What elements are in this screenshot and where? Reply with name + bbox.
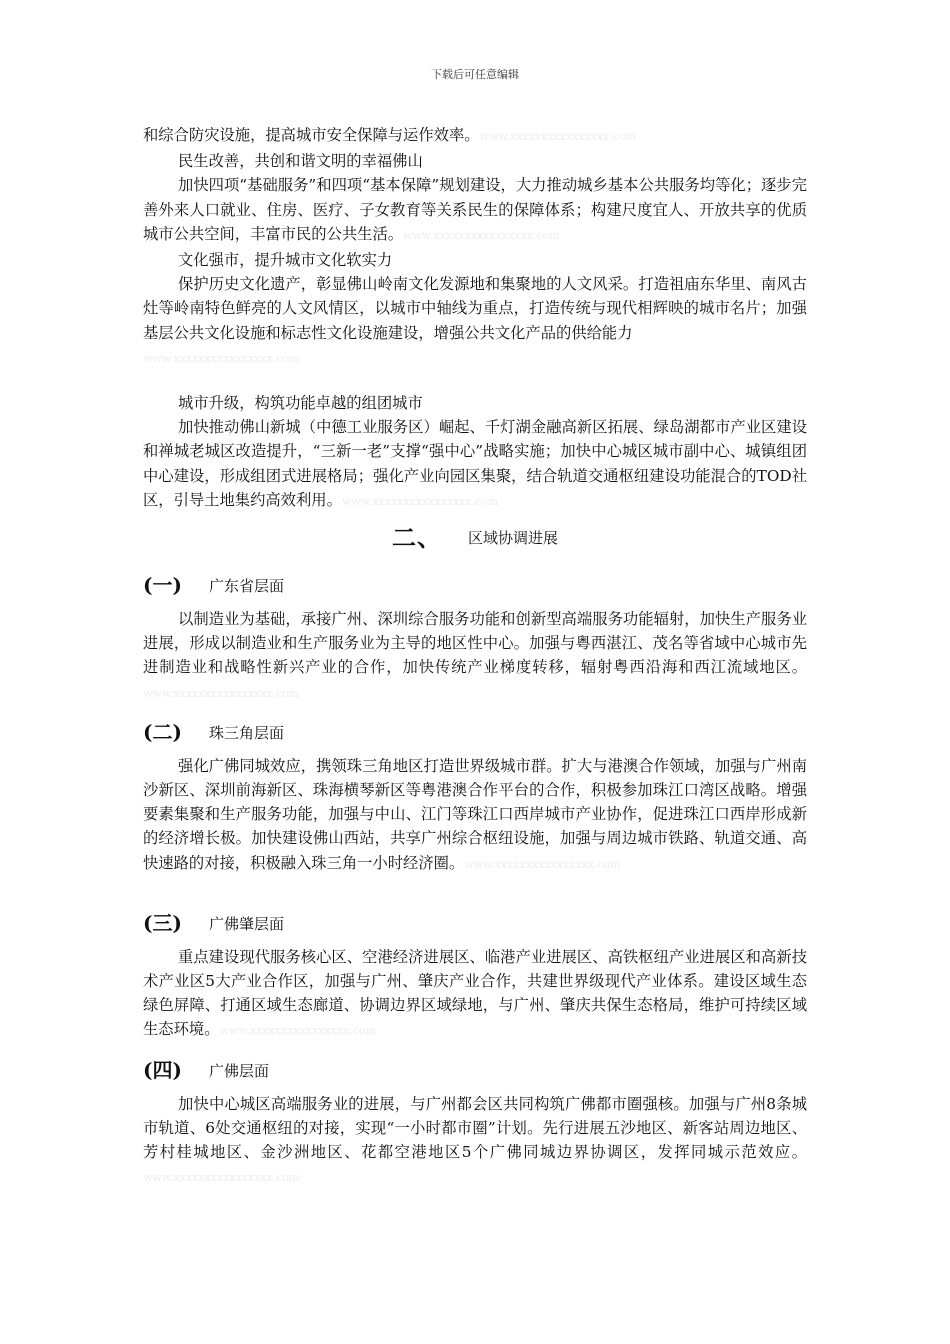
document-body xyxy=(143,123,807,1191)
subsection-title: 珠三角层面 xyxy=(209,723,285,742)
subsection-heading xyxy=(143,909,807,939)
watermark: www.xxxxxxxxxxxxxxxx.com xyxy=(479,130,636,143)
subsection-number: (一) xyxy=(143,573,182,598)
subsection-paragraph: 重点建设现代服务核心区、空港经济进展区、临港产业进展区、高铁枢纽产业进展区和高新技术产业区5大产业合作区，加强与广州、肇庆产业合作，共建世界级现代产业体系。建设区域生态绿色屏障、打通区域生态廊道、协调边界区域绿地，与广州、肇庆共保生态格局，维护可持续区域生态环境。www.xxxxxxxxxxxxxxxx.com xyxy=(143,947,807,1039)
watermark: www.xxxxxxxxxxxxxxxx.com xyxy=(341,494,499,508)
watermark: www.xxxxxxxxxxxxxxxx.com xyxy=(464,857,621,871)
subsection-paragraph: 强化广佛同城效应，携领珠三角地区打造世界级城市群。扩大与港澳合作领域，加强与广州南沙新区、深圳前海新区、珠海横琴新区等粤港澳合作平台的合作，积极参加珠江口湾区战略。增强要素集聚和生产服务功能，加强与中山、江门等珠江口西岸城市产业协作，促进珠江口西岸形成新的经济增长极。加快建设佛山西站，共享广州综合枢纽设施，加强与周边城市铁路、轨道交通、高快速路的对接，积极融入珠三角一小时经济圈。www.xxxxxxxxxxxxxxxx.com xyxy=(143,756,807,872)
intro-heading: 文化强市，提升城市文化软实力 xyxy=(178,251,393,270)
subsection-paragraph: 以制造业为基础，承接广州、深圳综合服务功能和创新型高端服务功能辐射，加快生产服务业进展，形成以制造业和生产服务业为主导的地区性中心。加强与粤西湛江、茂名等省域中心城市先进制造业和战略性新兴产业的合作，加快传统产业梯度转移，辐射粤西沿海和西江流域地区。www.xxxxxxxxxxxxxxxx.com xyxy=(143,610,807,700)
section-number: 二、 xyxy=(391,523,442,553)
watermark: www.xxxxxxxxxxxxxxxx.com xyxy=(143,351,300,365)
subsection-heading xyxy=(143,1056,807,1086)
intro-paragraph: 和综合防灾设施，提高城市安全保障与运作效率。www.xxxxxxxxxxxxxxxx.com xyxy=(143,126,636,144)
subsection-number: (二) xyxy=(143,719,182,744)
subsection-title: 广佛层面 xyxy=(209,1061,270,1080)
subsection-number: (四) xyxy=(143,1057,182,1082)
watermark: www.xxxxxxxxxxxxxxxx.com xyxy=(143,686,300,700)
subsection-number: (三) xyxy=(143,910,182,935)
section-title xyxy=(143,522,807,557)
watermark: www.xxxxxxxxxxxxxxxx.com xyxy=(143,1171,300,1185)
page-header: 下载后可任意编辑 xyxy=(431,68,519,81)
subsection-heading xyxy=(143,571,807,601)
intro-paragraph: 加快推动佛山新城（中德工业服务区）崛起、千灯湖金融高新区拓展、绿岛湖都市产业区建设和禅城老城区改造提升，“三新一老”支撑“强中心”战略实施；加快中心城区城市副中心、城镇组团中心建设，形成组团式进展格局；强化产业向园区集聚，结合轨道交通枢纽建设功能混合的TOD社区，引导土地集约高效利用。www.xxxxxxxxxxxxxxxx.com xyxy=(143,418,807,509)
intro-heading: 城市升级，构筑功能卓越的组团城市 xyxy=(178,394,423,413)
intro-heading: 民生改善，共创和谐文明的幸福佛山 xyxy=(178,152,423,171)
watermark: www.xxxxxxxxxxxxxxxx.com xyxy=(219,1024,376,1038)
subsection-title: 广东省层面 xyxy=(209,577,285,596)
subsection-heading xyxy=(143,718,807,748)
section-title-text: 区域协调进展 xyxy=(467,529,558,548)
subsection-paragraph: 加快中心城区高端服务业的进展，与广州都会区共同构筑广佛都市圈强核。加强与广州8条城市轨道、6处交通枢纽的对接，实现“一小时都市圈”计划。先行进展五沙地区、新客站周边地区、芳村桂城地区、金沙洲地区、花都空港地区5个广佛同城边界协调区，发挥同城示范效应。www.xxxxxxxxxxxxxxxx.com xyxy=(143,1094,807,1185)
watermark: www.xxxxxxxxxxxxxxxx.com xyxy=(403,228,560,242)
intro-paragraph: 加快四项“基础服务”和四项“基本保障”规划建设，大力推动城乡基本公共服务均等化；逐步完善外来人口就业、住房、医疗、子女教育等关系民生的保障体系；构建尺度宜人、开放共享的优质城市公共空间，丰富市民的公共生活。www.xxxxxxxxxxxxxxxx.com xyxy=(143,176,807,243)
intro-paragraph: 保护历史文化遗产，彰显佛山岭南文化发源地和集聚地的人文风采。打造祖庙东华里、南风古灶等岭南特色鲜亮的人文风情区，以城市中轴线为重点，打造传统与现代相辉映的城市名片；加强基层公共文化设施和标志性文化设施建设，增强公共文化产品的供给能力 www.xxxxxxxxxxxxxxxx.com xyxy=(143,275,807,365)
subsection-title: 广佛肇层面 xyxy=(209,914,285,933)
